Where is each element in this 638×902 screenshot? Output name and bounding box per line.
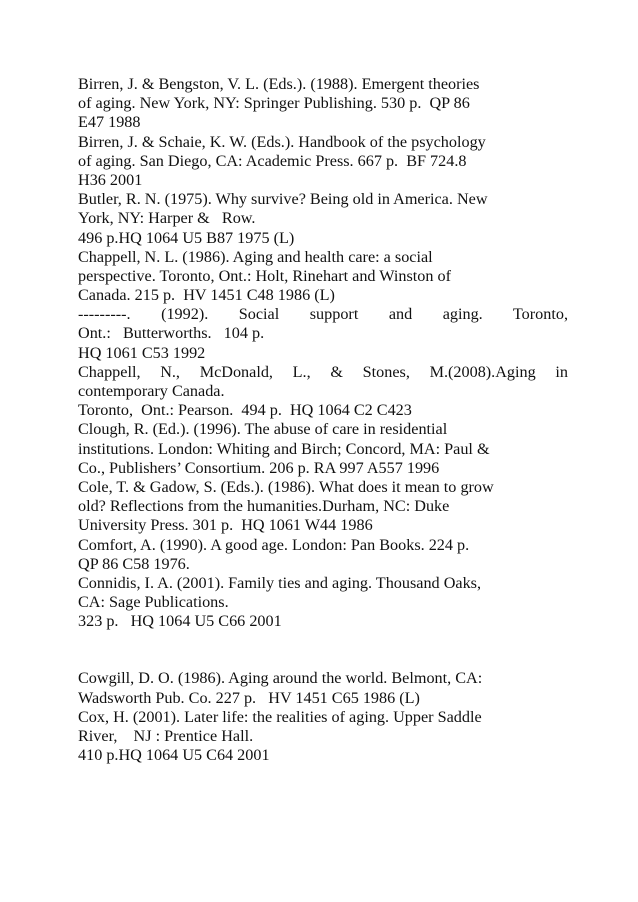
ref-line: 496 p.HQ 1064 U5 B87 1975 (L) — [78, 228, 295, 247]
ref-line: institutions. London: Whiting and Birch; Concord, MA: Paul & — [78, 439, 490, 458]
ref-line: Cox, H. (2001). Later life: the realities of aging. Upper Saddle — [78, 707, 482, 726]
ref-line: old? Reflections from the humanities.Durham, NC: Duke — [78, 497, 450, 516]
ref-line: Butler, R. N. (1975). Why survive? Being old in America. New — [78, 190, 488, 209]
ref-line: QP 86 C58 1976. — [78, 554, 190, 573]
ref-line: River, NJ : Prentice Hall. — [78, 727, 254, 745]
ref-line: perspective. Toronto, Ont.: Holt, Rinehart and Winston of — [78, 266, 452, 285]
ref-line: Chappell, N. L. (1986). Aging and health care: a social — [78, 247, 433, 266]
ref-line: H36 2001 — [78, 170, 143, 189]
ref-line: 323 p. HQ 1064 U5 C66 2001 — [78, 612, 282, 631]
ref-line: Chappell, N., McDonald, L., & Stones, M.(2008).Aging in — [78, 362, 568, 381]
ref-line: 410 p.HQ 1064 U5 C64 2001 — [78, 746, 270, 765]
ref-line: E47 1988 — [78, 113, 141, 132]
ref-line: contemporary Canada. — [78, 382, 225, 400]
ref-line: Canada. 215 p. HV 1451 C48 1986 (L) — [78, 286, 335, 305]
reference-list — [78, 75, 568, 765]
ref-line: Toronto, Ont.: Pearson. 494 p. HQ 1064 C2 C423 — [78, 401, 412, 420]
ref-line: of aging. San Diego, CA: Academic Press. 667 p. BF 724.8 — [78, 151, 467, 170]
ref-line: Cole, T. & Gadow, S. (Eds.). (1986). What does it mean to grow — [78, 477, 494, 496]
ref-line: Ont.: Butterworths. 104 p. — [78, 324, 265, 343]
ref-line: Cowgill, D. O. (1986). Aging around the world. Belmont, CA: — [78, 669, 483, 688]
ref-line: Wadsworth Pub. Co. 227 p. HV 1451 C65 1986 (L) — [78, 688, 420, 707]
ref-line: HQ 1061 C53 1992 — [78, 343, 206, 362]
paragraph-gap — [78, 631, 568, 669]
ref-line: Birren, J. & Bengston, V. L. (Eds.). (1988). Emergent theories — [78, 75, 480, 93]
ref-line: Co., Publishers’ Consortium. 206 p. RA 997 A557 1996 — [78, 458, 440, 477]
ref-line: Birren, J. & Schaie, K. W. (Eds.). Handbook of the psychology — [78, 132, 486, 151]
ref-line: Connidis, I. A. (2001). Family ties and aging. Thousand Oaks, — [78, 573, 482, 592]
ref-line: Comfort, A. (1990). A good age. London: Pan Books. 224 p. — [78, 535, 470, 554]
ref-line: ---------. (1992). Social support and aging. Toronto, — [78, 305, 568, 324]
ref-line: University Press. 301 p. HQ 1061 W44 1986 — [78, 516, 373, 535]
ref-line: of aging. New York, NY: Springer Publishing. 530 p. QP 86 — [78, 94, 470, 113]
ref-line: CA: Sage Publications. — [78, 593, 229, 612]
ref-line: York, NY: Harper & Row. — [78, 209, 256, 228]
ref-line: Clough, R. (Ed.). (1996). The abuse of care in residential — [78, 420, 448, 439]
